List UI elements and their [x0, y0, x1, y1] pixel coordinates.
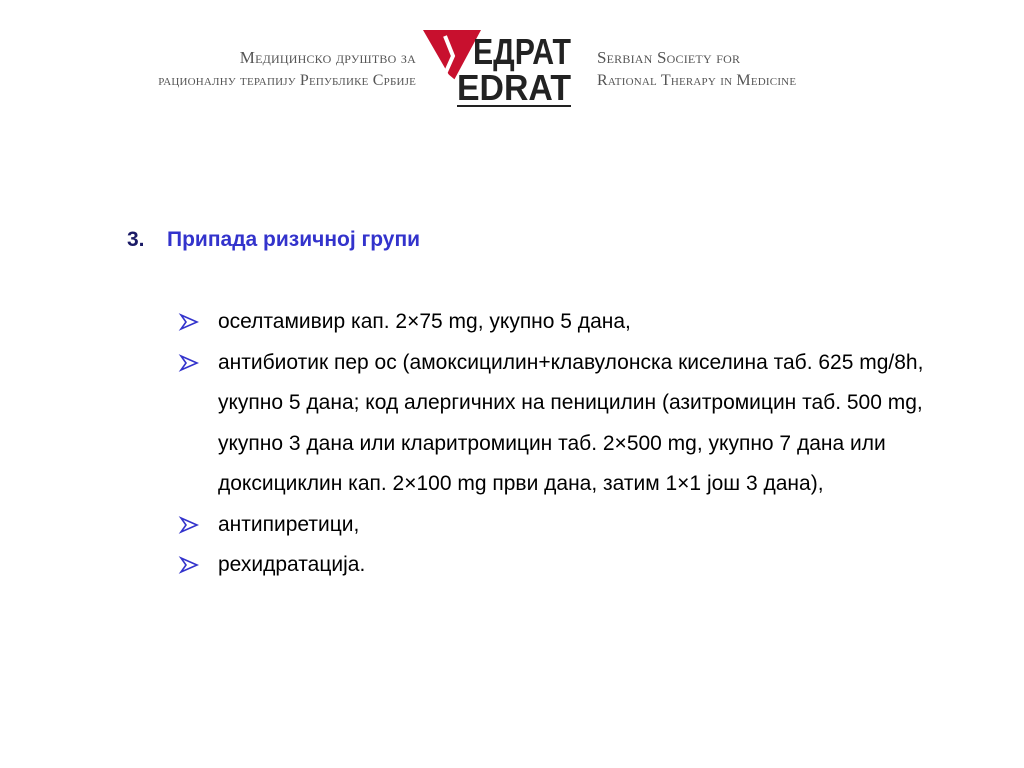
- logo-top-text: ЕДРАТ: [473, 31, 572, 72]
- list-item: [180, 302, 980, 343]
- list-item: [180, 545, 980, 586]
- list-item: [180, 343, 980, 505]
- org-name-serbian: [158, 46, 416, 92]
- arrow-bullet-icon: [180, 355, 198, 371]
- arrow-bullet-icon: [180, 314, 198, 330]
- list-item-text: антибиотик пер ос (амоксицилин+клавулонска киселина таб. 625 mg/8h, укупно 5 дана; код алергичних на пеницилин (азитромицин таб. 500 mg, укупно 3 дана или кларитромицин таб. 2×500 mg, укупно 7 дана или доксициклин кап. 2×100 mg први дана, затим 1×1 још 3 дана),: [218, 350, 924, 495]
- org-name-english-line2: Rational Therapy in Medicine: [597, 72, 797, 89]
- list-item-text: рехидратација.: [218, 553, 366, 576]
- section-number: 3.: [127, 228, 145, 251]
- org-name-serbian-line2: рационалну терапију Републике Србије: [158, 72, 416, 89]
- list-item-text: оселтамивир кап. 2×75 mg, укупно 5 дана,: [218, 310, 631, 333]
- org-name-english-line1: Serbian Society for: [597, 48, 741, 67]
- arrow-bullet-icon: [180, 557, 198, 573]
- arrow-bullet-icon: [180, 517, 198, 533]
- list-item: [180, 505, 980, 546]
- org-name-serbian-line1: Медицинско друштво за: [239, 48, 416, 67]
- treatment-list: [180, 302, 980, 586]
- medrat-logo: [423, 26, 575, 110]
- logo-bottom-text: EDRAT: [457, 67, 572, 108]
- list-item-text: антипиретици,: [218, 512, 360, 536]
- org-name-english: [597, 46, 796, 92]
- section-heading: [127, 228, 420, 252]
- section-title: Припада ризичној групи: [167, 228, 421, 251]
- medrat-logo-graphic: [423, 26, 575, 110]
